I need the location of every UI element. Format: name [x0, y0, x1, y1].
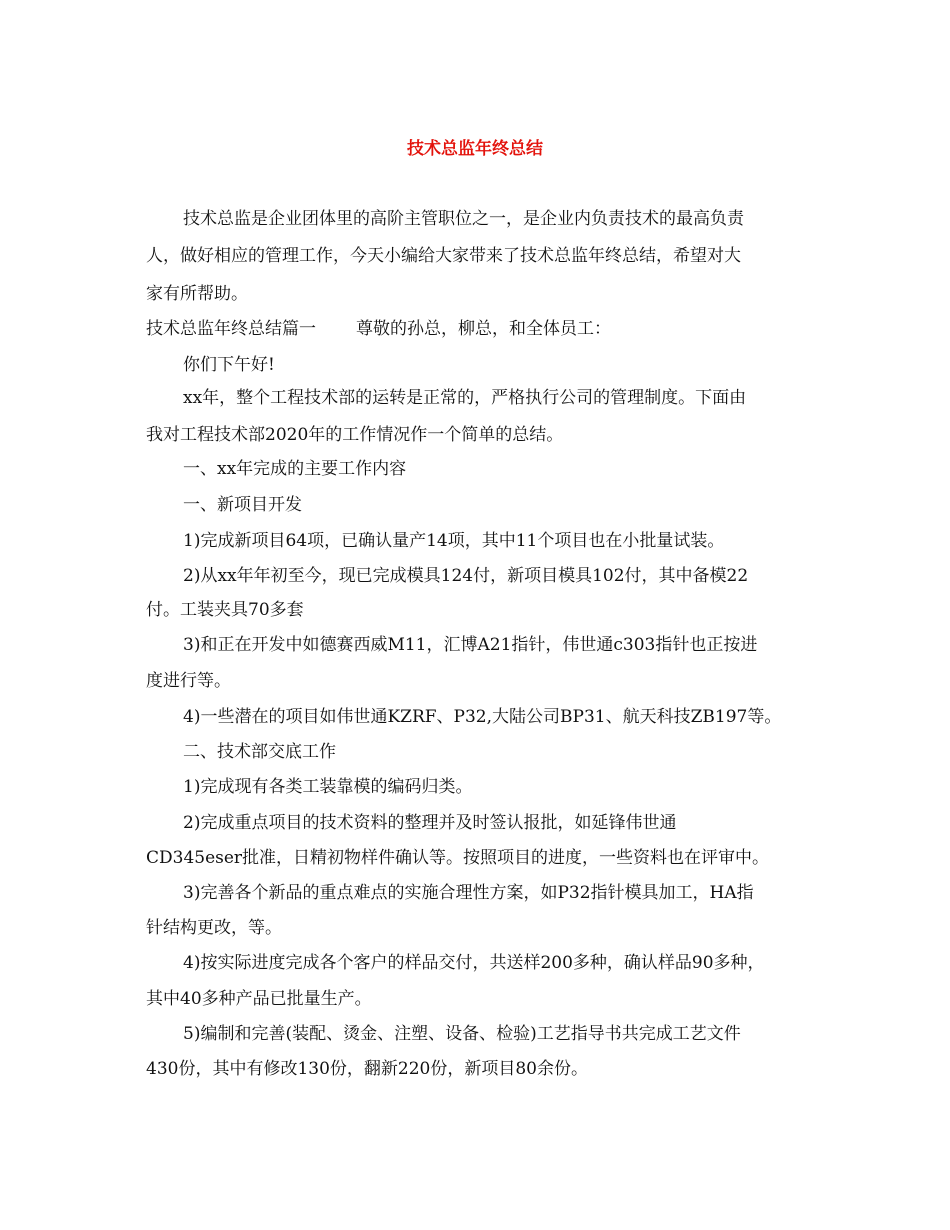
paragraph-line: 度进行等。 [146, 671, 231, 691]
paragraph-line: 1)完成新项目64项，已确认量产14项，其中11个项目也在小批量试装。 [183, 531, 725, 551]
paragraph-line: 你们下午好! [183, 355, 275, 375]
paragraph-line: xx年，整个工程技术部的运转是正常的，严格执行公司的管理制度。下面由 [183, 388, 747, 408]
greeting-line: 尊敬的孙总，柳总，和全体员工： [356, 319, 611, 339]
paragraph-line: 1)完成现有各类工装靠模的编码归类。 [183, 777, 473, 797]
paragraph-line: 4)按实际进度完成各个客户的样品交付，共送样200多种，确认样品90多种， [183, 953, 765, 973]
paragraph-line: 4)一些潜在的项目如伟世通KZRF、P32,大陆公司BP31、航天科技ZB197等。 [183, 707, 782, 727]
paragraph-line: 2)从xx年年初至今，现已完成模具124付，新项目模具102付，其中备模22 [183, 566, 749, 586]
paragraph-line: 5)编制和完善(装配、烫金、注塑、设备、检验)工艺指导书共完成工艺文件 [183, 1024, 741, 1044]
section-heading-line [146, 318, 611, 340]
paragraph-line: 针结构更改，等。 [146, 918, 282, 938]
paragraph-line: 430份，其中有修改130份，翻新220份，新项目80余份。 [146, 1059, 588, 1079]
paragraph-line: 一、xx年完成的主要工作内容 [183, 459, 407, 479]
paragraph-line: CD345eser批准，日精初物样件确认等。按照项目的进度，一些资料也在评审中。 [146, 848, 770, 868]
document-title: 技术总监年终总结 [407, 139, 543, 159]
paragraph-line: 其中40多种产品已批量生产。 [146, 989, 372, 1009]
paragraph-line: 3)完善各个新品的重点难点的实施合理性方案，如P32指针模具加工，HA指 [183, 883, 754, 903]
paragraph-line: 家有所帮助。 [146, 284, 248, 304]
paragraph-line: 技术总监是企业团体里的高阶主管职位之一，是企业内负责技术的最高负责 [183, 209, 744, 229]
paragraph-line: 人，做好相应的管理工作，今天小编给大家带来了技术总监年终总结，希望对大 [146, 246, 741, 266]
paragraph-line: 付。工装夹具70多套 [146, 600, 304, 620]
paragraph-line: 一、新项目开发 [183, 495, 302, 515]
paragraph-line: 二、技术部交底工作 [183, 742, 336, 762]
paragraph-line: 3)和正在开发中如德赛西威M11，汇博A21指针，伟世通c303指针也正按进 [183, 635, 758, 655]
section-heading: 技术总监年终总结篇一 [146, 319, 316, 339]
paragraph-line: 我对工程技术部2020年的工作情况作一个简单的总结。 [146, 425, 564, 445]
paragraph-line: 2)完成重点项目的技术资料的整理并及时签认报批，如延锋伟世通 [183, 813, 677, 833]
